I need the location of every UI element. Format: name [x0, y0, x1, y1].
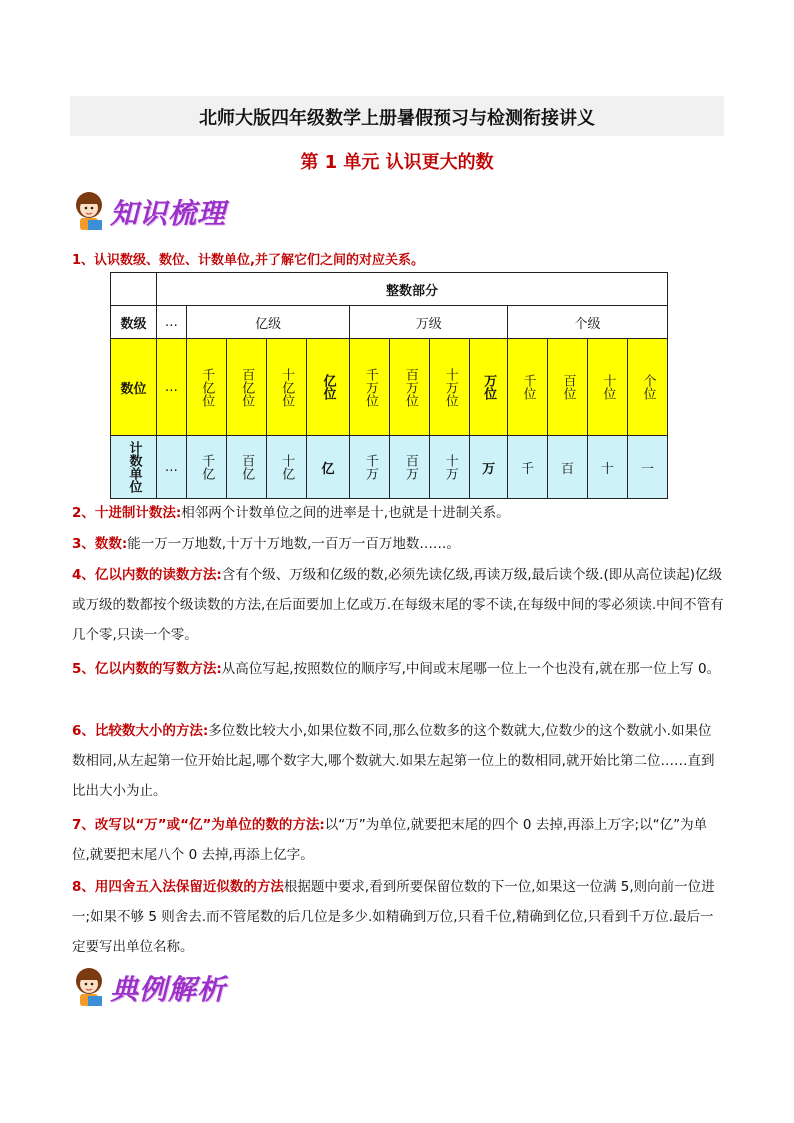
- level-yi: 亿级: [186, 306, 350, 339]
- point-text: 含有个级、万级和亿级的数,必须先读亿级,再读万级,最后读个级.(即从高位读起)亿级或万级的数都按个级读数的方法,在后面要加上亿或万.在每级末尾的零不读,在每级中间的零必须读.中间不管有几个零,只读一个零。: [72, 567, 724, 643]
- point-2: [72, 498, 724, 528]
- table-header: 整数部分: [156, 273, 667, 306]
- point-6: [72, 716, 724, 806]
- point-3: [72, 529, 724, 559]
- ellipsis-cell: …: [156, 306, 186, 339]
- place-value-table: [110, 272, 668, 499]
- digit-cell: 十万位: [430, 339, 470, 436]
- point-label: 6、比较数大小的方法:: [72, 723, 209, 739]
- point-label: 4、亿以内数的读数方法:: [72, 567, 222, 583]
- girl-avatar-icon: [72, 966, 106, 1010]
- point-text: 根据题中要求,看到所要保留位数的下一位,如果这一位满 5,则向前一位进一;如果不够 5 则舍去.而不管尾数的后几位是多少.如精确到万位,只看千位,精确到亿位,只看到千万位.最后一定要写出单位名称。: [72, 879, 715, 955]
- unit-cell: 千万: [350, 436, 390, 499]
- unit-cell: 一: [627, 436, 667, 499]
- digit-cell: 百万位: [390, 339, 430, 436]
- knowledge-section-header: [72, 188, 226, 236]
- point-4: [72, 560, 724, 650]
- point-1: 1、认识数级、数位、计数单位,并了解它们之间的对应关系。: [72, 253, 424, 268]
- point-text: 从高位写起,按照数位的顺序写,中间或末尾哪一位上一个也没有,就在那一位上写 0。: [221, 661, 721, 677]
- girl-avatar-icon: [72, 190, 106, 234]
- knowledge-title: 知识梳理: [110, 197, 227, 230]
- row-label-digit: 数位: [111, 339, 157, 436]
- digit-cell: 千万位: [350, 339, 390, 436]
- unit-cell: 十万: [430, 436, 470, 499]
- point-label: 2、十进制计数法:: [72, 505, 182, 521]
- unit-cell: 万: [470, 436, 508, 499]
- unit-cell: 十亿: [266, 436, 306, 499]
- unit-cell: 亿: [306, 436, 350, 499]
- unit-cell: 百亿: [226, 436, 266, 499]
- row-label-level: 数级: [111, 306, 157, 339]
- point-5: [72, 654, 724, 684]
- digit-cell: 千亿位: [186, 339, 226, 436]
- point-8: [72, 872, 724, 962]
- point-text: 能一万一万地数,十万十万地数,一百万一百万地数……。: [127, 536, 460, 552]
- digit-cell: 百亿位: [226, 339, 266, 436]
- ellipsis-cell: …: [156, 339, 186, 436]
- point-label: 5、亿以内数的写数方法:: [72, 661, 222, 677]
- row-label-unit: 计数单位: [111, 436, 157, 499]
- unit-cell: 百: [548, 436, 588, 499]
- level-ge: 个级: [508, 306, 668, 339]
- examples-title: 典例解析: [110, 973, 227, 1006]
- digit-cell: 万位: [470, 339, 508, 436]
- unit-cell: 百万: [390, 436, 430, 499]
- point-text: 多位数比较大小,如果位数不同,那么位数多的这个数就大,位数少的这个数就小.如果位数相同,从左起第一位开始比起,哪个数字大,哪个数就大.如果左起第一位上的数相同,就开始比第二位……直到比出大小为止。: [72, 723, 715, 799]
- point-text: 以“万”为单位,就要把末尾的四个 0 去掉,再添上万字;以“亿”为单位,就要把末尾八个 0 去掉,再添上亿字。: [72, 817, 708, 863]
- level-wan: 万级: [350, 306, 508, 339]
- digit-cell: 十亿位: [266, 339, 306, 436]
- point-7: [72, 810, 724, 870]
- digit-cell: 个位: [627, 339, 667, 436]
- unit-subtitle: 第 1 单元 认识更大的数: [300, 152, 494, 173]
- table-corner-cell: [111, 273, 157, 306]
- examples-section-header: [72, 964, 226, 1012]
- ellipsis-cell: …: [156, 436, 186, 499]
- point-label: 7、改写以“万”或“亿”为单位的数的方法:: [72, 817, 325, 833]
- digit-cell: 十位: [587, 339, 627, 436]
- digit-cell: 亿位: [306, 339, 350, 436]
- unit-cell: 千: [508, 436, 548, 499]
- point-label: 3、数数:: [72, 536, 128, 552]
- point-text: 相邻两个计数单位之间的进率是十,也就是十进制关系。: [181, 505, 510, 521]
- document-title: 北师大版四年级数学上册暑假预习与检测衔接讲义: [199, 108, 595, 129]
- point-label: 8、用四舍五入法保留近似数的方法: [72, 879, 284, 895]
- unit-cell: 千亿: [186, 436, 226, 499]
- digit-cell: 百位: [548, 339, 588, 436]
- unit-cell: 十: [587, 436, 627, 499]
- digit-cell: 千位: [508, 339, 548, 436]
